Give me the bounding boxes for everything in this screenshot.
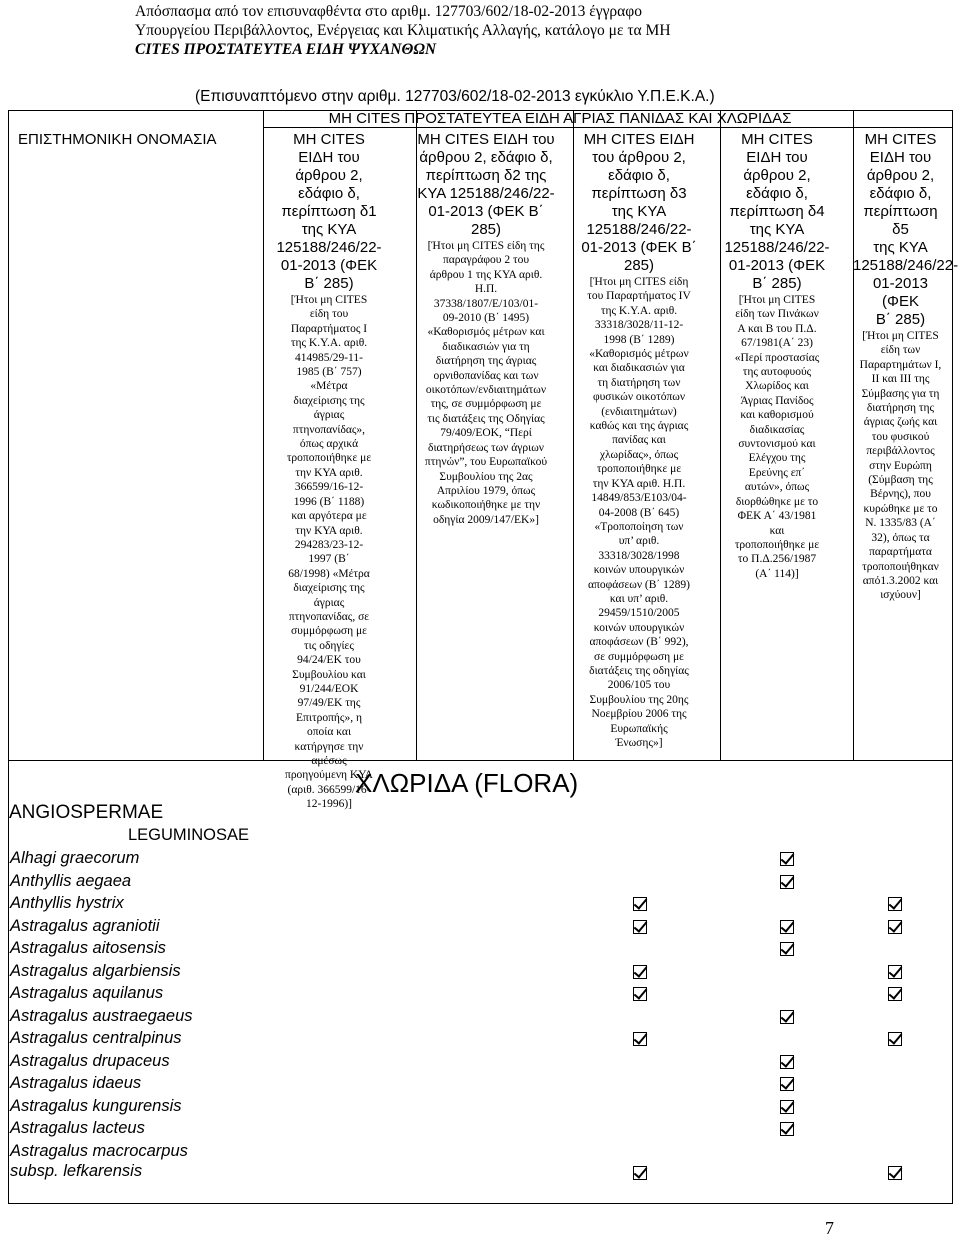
- column-title-line: 01-2013 (ΦΕΚ: [872, 275, 929, 310]
- column-note-line: διαχείρισης της: [293, 394, 365, 407]
- species-name: Astragalus aquilanus: [10, 984, 164, 1002]
- species-name: Astragalus aitosensis: [10, 939, 166, 957]
- column-note-line: κυρώθηκε με το: [863, 502, 938, 515]
- document-header: [135, 2, 950, 59]
- column-note-line: διατήρηση της άγριας: [435, 355, 537, 368]
- column-note-line: 04-2008 (Β΄ 645): [598, 506, 680, 519]
- column-title-line: εδάφιο δ,: [746, 185, 808, 202]
- column-note-line: Ελέγχου της: [748, 452, 806, 465]
- column-note-line: 79/409/ΕΟΚ, “Περί: [440, 427, 532, 440]
- column-note-line: διατάξεις της οδηγίας: [589, 664, 689, 677]
- column-title-line: άρθρου 2, εδάφιο δ,: [419, 149, 553, 166]
- column-note-line: αμέσως: [311, 755, 347, 767]
- column-title-line: 01-2013 (ΦΕΚ: [728, 257, 826, 274]
- column-note-line: το Π.Δ.256/1987: [737, 553, 817, 566]
- column-note-line: ισχύουν]: [880, 589, 921, 602]
- column-title-line: περίπτωση δ2 της: [425, 167, 547, 184]
- column-note-line: άγριας: [313, 409, 345, 422]
- column-note-line: και αργότερα με: [291, 510, 367, 523]
- column-note-line: πτηνοπανίδας»,: [292, 423, 366, 436]
- column-title-line: Β΄ 285): [304, 275, 354, 292]
- column-title-line: άρθρου 2,: [743, 167, 811, 184]
- checked-box-icon: [633, 965, 647, 979]
- species-name: Astragalus agraniotii: [10, 916, 160, 935]
- column-title-line: ΜΗ CITES: [293, 131, 365, 148]
- column-title-line: ΜΗ CITES ΕΙΔΗ του: [417, 131, 555, 148]
- column-note-line: Ένωσης»]: [615, 737, 663, 749]
- column-title-line: ΕΙΔΗ του: [869, 149, 932, 166]
- header-divider: [8, 760, 953, 761]
- column-title-line: 01-2013 (ΦΕΚ Β΄: [581, 239, 697, 256]
- column-note-line: περιβάλλοντος: [866, 445, 935, 458]
- checked-box-icon: [888, 920, 902, 934]
- column-title-line: της ΚΥΑ: [301, 221, 357, 238]
- species-name: Astragalus idaeus: [10, 1074, 142, 1092]
- column-note-line: υπ’ αριθ.: [618, 535, 660, 548]
- column-note-line: ΙΙ και ΙΙΙ της: [871, 373, 930, 386]
- column-note-line: Α και Β του Π.Δ.: [737, 322, 817, 335]
- column-note-line: 366599/16-12-: [294, 481, 364, 494]
- column-note-line: πτηνοπανίδας, σε: [288, 610, 370, 623]
- column-note-line: από1.3.2002 και: [862, 574, 939, 587]
- column-title-line: άρθρου 2,: [866, 167, 935, 184]
- column-header-d4: [720, 131, 834, 581]
- column-note-line: 33318/3028/1998: [598, 549, 680, 562]
- column-note-line: 14849/853/Ε103/04-: [591, 492, 687, 505]
- column-note-line: 1997 (Β΄: [308, 553, 350, 566]
- column-note-line: πτηνών”, του Ευρωπαϊκού: [424, 456, 548, 469]
- checked-box-icon: [633, 1032, 647, 1046]
- column-title-line: 01-2013 (ΦΕΚ: [280, 257, 378, 274]
- column-note-line: τροποποιήθηκε με: [596, 463, 682, 476]
- column-note-line: είδη των: [880, 344, 921, 357]
- column-note-line: τροποποιήθηκε με: [286, 452, 372, 465]
- column-title-line: 125188/246/22-: [724, 239, 830, 256]
- column-title-line: εδάφιο δ,: [298, 185, 360, 202]
- column-note-line: Παραρτημάτων Ι,: [859, 358, 942, 371]
- column-note-line: 1985 (Β΄ 757): [296, 366, 362, 379]
- column-note-line: Βέρνης), που: [870, 488, 931, 501]
- column-note-line: και: [769, 524, 785, 537]
- checked-box-icon: [888, 1032, 902, 1046]
- column-note-line: αποφάσεων (Β΄ 992),: [589, 636, 689, 649]
- column-note-line: [Ήτοι μη CITES: [290, 294, 368, 306]
- species-name: Alhagi graecorum: [10, 849, 140, 867]
- species-name: Astragalus centralpinus: [10, 1029, 182, 1047]
- species-name: Astragalus lacteus: [10, 1119, 145, 1137]
- column-note-line: 2006/105 του: [607, 679, 671, 692]
- column-note-line: Ευρωπαϊκής: [610, 722, 668, 735]
- column-note-line: συντονισμού και: [738, 438, 816, 451]
- species-name: Anthyllis aegaea: [10, 871, 132, 890]
- column-note-line: Ερεύνης επ΄: [748, 466, 806, 479]
- column-note-line: τις διατάξεις της Οδηγίας: [427, 412, 545, 425]
- column-note-line: 12-1996)]: [306, 798, 352, 811]
- table-border-left: [8, 110, 9, 1204]
- header-line-2: Υπουργείου Περιβάλλοντος, Ενέργειας και Κλιματικής Αλλαγής, κατάλογο με τα ΜΗ: [135, 22, 671, 39]
- column-note-line: της Κ.Υ.Α. αριθ.: [600, 304, 678, 317]
- checked-box-icon: [780, 1077, 794, 1091]
- column-note-line: χλωρίδας», όπως: [599, 448, 679, 461]
- column-note-line: κωδικοποιήθηκε με την: [431, 499, 541, 512]
- column-note-line: κοινών υπουργικών: [593, 564, 685, 577]
- column-note-line: τροποποιήθηκε με: [734, 538, 820, 551]
- checked-box-icon: [780, 1122, 794, 1136]
- column-note-line: διορθώθηκε με το: [735, 495, 819, 508]
- column-note-line: Συμβουλίου και: [292, 668, 366, 681]
- column-note-line: στην Ευρώπη: [869, 459, 932, 472]
- column-note-line: πανίδας και: [612, 434, 666, 447]
- column-note-line: οποία και: [306, 726, 352, 739]
- checked-box-icon: [633, 920, 647, 934]
- column-note-line: 414985/29-11-: [295, 351, 363, 364]
- column-note-line: (Α΄ 114)]: [755, 567, 799, 580]
- column-note-line: διαχείρισης της: [293, 582, 365, 595]
- column-note-line: φυσικών οικοτόπων: [592, 391, 686, 404]
- page-number: 7: [825, 1218, 834, 1238]
- column-note-line: της αυτοφυούς: [742, 366, 812, 379]
- column-note-line: την ΚΥΑ αριθ. Η.Π.: [592, 477, 686, 490]
- checked-box-icon: [780, 942, 794, 956]
- checked-box-icon: [780, 875, 794, 889]
- column-note-line: «Καθορισμός μέτρων: [589, 348, 689, 361]
- column-title-line: της ΚΥΑ: [749, 221, 805, 238]
- header-line-1: Απόσπασμα από τον επισυναφθέντα στο αριθμ. 127703/602/18-02-2013 έγγραφο: [135, 3, 642, 20]
- column-note-line: και διαδικασιών για: [593, 362, 685, 375]
- column-note-line: 29459/1510/2005: [598, 607, 680, 620]
- column-title-line: περίπτωση δ3: [591, 185, 687, 202]
- column-title-line: ΕΙΔΗ του: [746, 149, 808, 166]
- column-note-line: Η.Π.: [474, 283, 498, 296]
- column-note-line: 09-2010 (Β΄ 1495): [442, 312, 530, 325]
- column-note-line: του φυσικού: [871, 430, 930, 443]
- column-title-line: 01-2013 (ΦΕΚ Β΄: [428, 203, 544, 220]
- column-note-line: 37338/1807/Ε/103/01-: [433, 297, 539, 310]
- column-note-line: [Ήτοι μη CITES: [738, 294, 816, 306]
- column-note-line: παραγράφου 2 του: [442, 254, 530, 267]
- column-note-line: (ενδιαιτημάτων): [601, 405, 677, 418]
- column-title-line: 285): [623, 257, 655, 274]
- column-note-line: οδηγία 2009/147/ΕΚ»]: [433, 513, 539, 526]
- column-title-line: Β΄ 285): [875, 311, 926, 328]
- column-note-line: Σύμβασης για τη: [861, 387, 940, 400]
- species-name: Astragalus drupaceus: [10, 1051, 170, 1070]
- checked-box-icon: [633, 1166, 647, 1180]
- column-note-line: αποφάσεων (Β΄ 1289): [588, 578, 690, 591]
- column-note-line: Συμβουλίου της 2ας: [439, 470, 533, 483]
- column-title-line: ΜΗ CITES ΕΙΔΗ: [583, 131, 695, 148]
- column-note-line: 67/1981(Α΄ 23): [741, 337, 813, 350]
- column-note-line: τη διατήρηση των: [597, 376, 681, 389]
- column-note-line: αυτών», όπως: [744, 481, 810, 494]
- checked-box-icon: [633, 987, 647, 1001]
- column-title-line: της ΚΥΑ: [873, 239, 928, 256]
- column-note-line: «Καθορισμός μέτρων και: [427, 326, 545, 339]
- column-note-line: τροποποιήθηκαν: [862, 560, 939, 573]
- species-name: Astragalus austraegaeus: [10, 1006, 193, 1025]
- column-note-line: διατηρήσεως των άγριων: [428, 441, 544, 454]
- table-title: ΜΗ CITES ΠΡΟΣΤΑΤΕΥΤΕΑ ΕΙΔΗ ΑΓΡΙΑΣ ΠΑΝΙΔΑΣ ΚΑΙ ΧΛΩΡΙΔΑΣ: [328, 110, 792, 127]
- column-title-line: ΜΗ CITES: [864, 131, 937, 148]
- column-title-line: της ΚΥΑ: [611, 203, 667, 220]
- group-title: ANGIOSPERMAE: [9, 802, 164, 823]
- column-note-line: της Κ.Υ.Α. αριθ.: [290, 337, 368, 350]
- column-header-d1: [263, 131, 395, 812]
- column-note-line: [Ήτοι μη CITES: [862, 330, 939, 342]
- column-note-line: «Τροποποίηση των: [594, 520, 684, 533]
- column-note-line: [Ήτοι μη CITES είδη: [589, 276, 689, 288]
- column-note-line: και καθορισμού: [740, 409, 814, 422]
- checked-box-icon: [633, 897, 647, 911]
- checked-box-icon: [780, 852, 794, 866]
- column-note-line: 97/49/ΕΚ της: [297, 697, 361, 710]
- column-title-line: εδάφιο δ,: [869, 185, 932, 202]
- column-header-d5: [853, 131, 959, 603]
- column-note-line: σε συμμόρφωση με: [594, 650, 684, 663]
- family-title: LEGUMINOSAE: [128, 826, 250, 844]
- species-name: Astragalus algarbiensis: [10, 961, 181, 980]
- column-note-line: κοινών υπουργικών: [593, 621, 685, 634]
- column-title-line: άρθρου 2,: [295, 167, 363, 184]
- checked-box-icon: [780, 1100, 794, 1114]
- column-title-line: περίπτωση δ1: [281, 203, 377, 220]
- column-note-line: ΦΕΚ Α΄ 43/1981: [737, 510, 817, 523]
- column-note-line: (Σύμβαση της: [868, 474, 933, 487]
- column-note-line: Συμβουλίου της 20ης: [589, 693, 689, 706]
- column-note-line: «Μέτρα: [310, 380, 348, 393]
- column-note-line: Άγριας Πανίδος: [740, 394, 814, 407]
- column-note-line: (αριθ. 366599/16-: [287, 783, 371, 796]
- column-note-line: συμμόρφωση με: [290, 625, 367, 638]
- column-note-line: κατήργησε την: [294, 740, 364, 753]
- column-title-line: ΕΙΔΗ του: [298, 149, 360, 166]
- column-note-line: Ν. 1335/83 (Α΄: [865, 517, 936, 530]
- document-subtitle: (Επισυναπτόμενο στην αριθμ. 127703/602/18-02-2013 εγκύκλιο Υ.Π.Ε.Κ.Α.): [195, 88, 715, 105]
- column-title-line: Β΄ 285): [752, 275, 802, 292]
- column-title-line: εδάφιο δ,: [608, 167, 670, 184]
- table-border-bottom: [8, 1203, 953, 1204]
- column-title-line: 285): [470, 221, 502, 238]
- column-note-line: διατήρηση της: [866, 402, 935, 415]
- checked-box-icon: [780, 1010, 794, 1024]
- column-note-line: διαδικασίας: [749, 423, 805, 436]
- checked-box-icon: [888, 987, 902, 1001]
- column-title-line: του άρθρου 2,: [592, 149, 686, 166]
- column-title-line: 125188/246/22-: [276, 239, 382, 256]
- column-note-line: την ΚΥΑ αριθ.: [295, 524, 363, 537]
- column-title-line: περίπτωση δ4: [729, 203, 825, 220]
- column-note-line: Επιτροπής», η: [296, 711, 362, 724]
- species-name: Anthyllis hystrix: [10, 894, 124, 912]
- column-note-line: 68/1998) «Μέτρα: [288, 567, 370, 580]
- column-note-line: του Παραρτήματος IV: [587, 290, 691, 303]
- column-note-line: άγριας: [313, 596, 345, 609]
- column-note-line: Παραρτήματος Ι: [290, 322, 368, 335]
- table-border-right: [952, 110, 953, 1204]
- column-note-line: της, σε συμμόρφωση με: [430, 398, 542, 411]
- checked-box-icon: [780, 1055, 794, 1069]
- checked-box-icon: [780, 920, 794, 934]
- column-note-line: 33318/3028/11-12-: [594, 319, 684, 332]
- column-note-line: Χλωρίδος και: [745, 380, 809, 393]
- column-note-line: Απριλίου 1979, όπως: [436, 484, 536, 497]
- column-header-d2: [416, 131, 556, 527]
- column-note-line: 94/24/ΕΚ του: [297, 654, 361, 667]
- column-note-line: είδη των Πινάκων: [735, 308, 819, 321]
- checked-box-icon: [888, 965, 902, 979]
- column-note-line: [Ήτοι μη CITES είδη της: [427, 240, 545, 252]
- column-note-line: προηγούμενη ΚΥΑ: [285, 769, 373, 782]
- column-note-line: 32), όπως τα: [871, 531, 930, 544]
- column-note-line: τις οδηγίες: [304, 639, 354, 652]
- column-note-line: καθώς και της άγριας: [589, 420, 689, 433]
- column-note-line: όπως αρχικά: [299, 438, 359, 451]
- header-line-3: CITES ΠΡΟΣΤΑΤΕΥΤΕΑ ΕΙΔΗ ΨΥΧΑΝΘΩΝ: [135, 41, 437, 58]
- checked-box-icon: [888, 1166, 902, 1180]
- column-header-d3: [573, 131, 705, 750]
- column-title-line: 125188/246/22-: [586, 221, 692, 238]
- species-name: Astragalus kungurensis: [10, 1096, 182, 1115]
- column-note-line: 1998 (Β΄ 1289): [603, 333, 675, 346]
- column-note-line: την ΚΥΑ αριθ.: [295, 466, 363, 479]
- column-title-line: 125188/246/22-: [853, 257, 959, 274]
- column-note-line: είδη του: [309, 308, 349, 321]
- section-title: ΧΛΩΡΙΔΑ (FLORA): [355, 768, 579, 798]
- column-title-line: ΚΥΑ 125188/246/22-: [417, 185, 555, 202]
- column-note-line: και υπ’ αριθ.: [609, 592, 669, 605]
- column-title-line: ΜΗ CITES: [741, 131, 813, 148]
- column-note-line: ορνιθοπανίδας και των: [433, 369, 539, 382]
- column-note-line: άγριας ζωής και: [863, 416, 938, 429]
- column-note-line: 294283/23-12-: [294, 538, 364, 551]
- column-title-line: περίπτωση δ5: [863, 203, 938, 238]
- column-note-line: 1996 (Β΄ 1188): [293, 495, 365, 508]
- column-note-line: 91/244/ΕΟΚ: [299, 682, 359, 695]
- column-note-line: διαδικασιών για τη: [442, 340, 530, 353]
- checked-box-icon: [888, 897, 902, 911]
- column-note-line: Νοεμβρίου 2006 της: [591, 708, 687, 721]
- column-note-line: «Περί προστασίας: [734, 351, 820, 364]
- column-note-line: παραρτήματα: [869, 546, 932, 559]
- species-name-cont: subsp. lefkarensis: [10, 1161, 143, 1180]
- column-note-line: άρθρου 1 της ΚΥΑ αριθ.: [429, 268, 543, 281]
- column-note-line: οικοτόπων/ενδιαιτημάτων: [425, 384, 547, 397]
- scientific-name-header: ΕΠΙΣΤΗΜΟΝΙΚΗ ΟΝΟΜΑΣΙΑ: [18, 131, 217, 148]
- species-name: Astragalus macrocarpus: [10, 1141, 188, 1160]
